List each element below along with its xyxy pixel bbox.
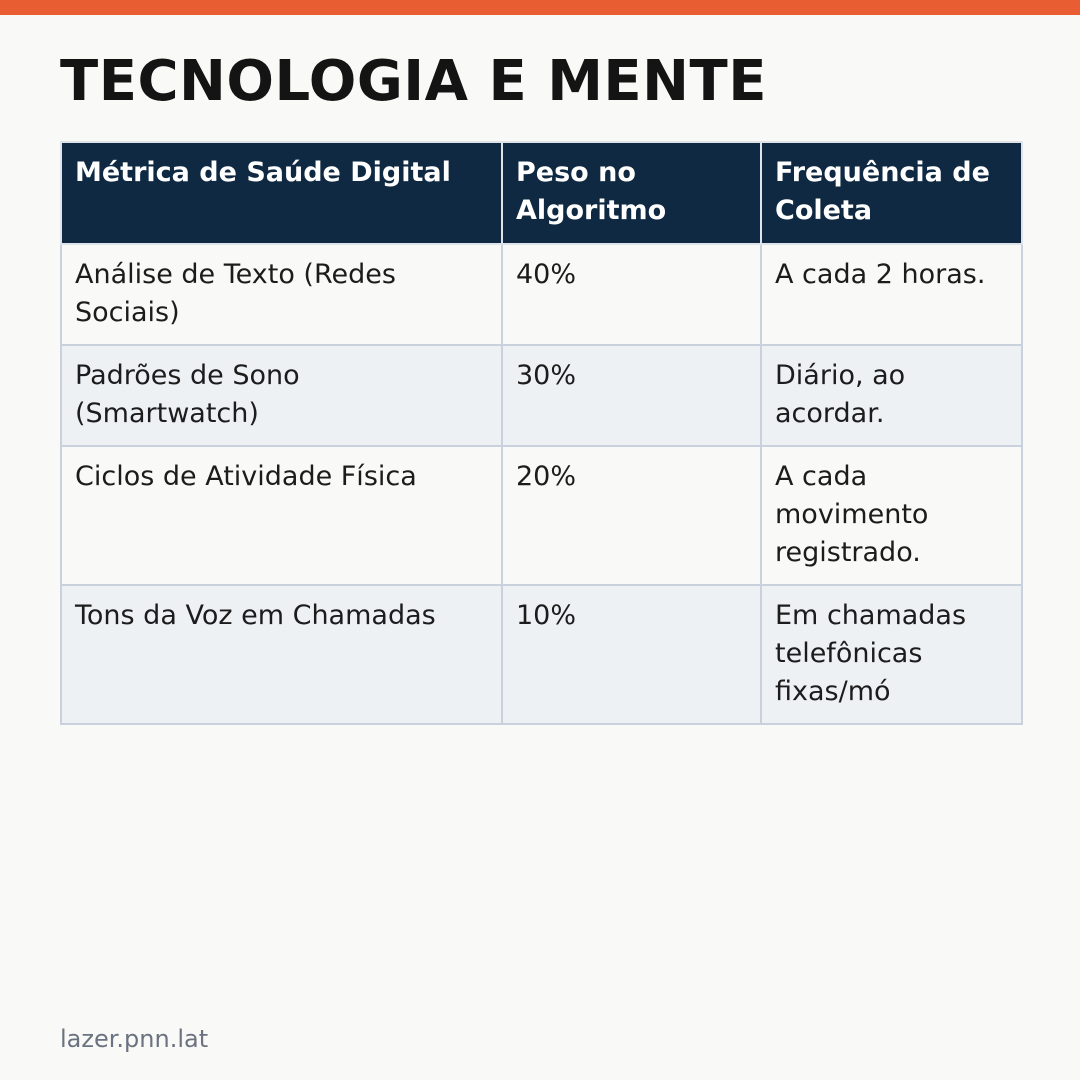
metrics-table [60,141,1023,725]
cell-frequency: A cada 2 horas. [761,244,1022,345]
footer-url: lazer.pnn.lat [60,1025,209,1053]
cell-metric: Análise de Texto (Redes Sociais) [61,244,502,345]
column-header-frequency: Frequência de Coleta [761,142,1022,244]
table-row [61,244,1022,345]
table-row [61,585,1022,724]
column-header-metric: Métrica de Saúde Digital [61,142,502,244]
table-row [61,345,1022,446]
table-body [61,244,1022,724]
table-header-row [61,142,1022,244]
cell-metric: Ciclos de Atividade Física [61,446,502,585]
cell-weight: 10% [502,585,761,724]
page-title: TECNOLOGIA E MENTE [60,49,768,114]
cell-metric: Tons da Voz em Chamadas [61,585,502,724]
cell-frequency: A cada movimento registrado. [761,446,1022,585]
top-accent-bar [0,0,1080,15]
table-header [61,142,1022,244]
cell-weight: 30% [502,345,761,446]
cell-frequency: Diário, ao acordar. [761,345,1022,446]
cell-weight: 20% [502,446,761,585]
cell-weight: 40% [502,244,761,345]
cell-frequency: Em chamadas telefônicas fixas/mó [761,585,1022,724]
cell-metric: Padrões de Sono (Smartwatch) [61,345,502,446]
table-row [61,446,1022,585]
column-header-weight: Peso no Algoritmo [502,142,761,244]
